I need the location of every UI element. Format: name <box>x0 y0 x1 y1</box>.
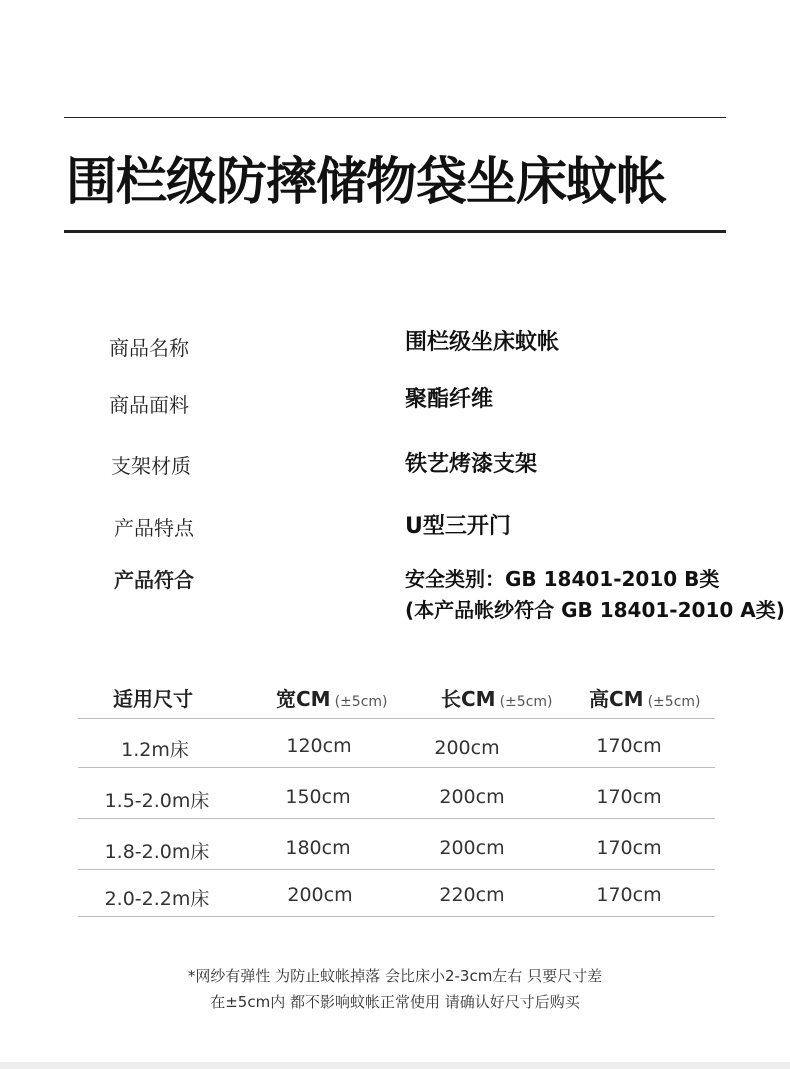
col-header-size: 适用尺寸 <box>113 687 193 711</box>
table-divider <box>78 767 715 768</box>
table-cell: 200cm <box>287 884 353 906</box>
table-cell: 200cm <box>434 737 500 759</box>
table-cell: 1.5-2.0m床 <box>104 790 210 812</box>
spec-value-name: 围栏级坐床蚊帐 <box>405 330 560 355</box>
table-divider <box>78 718 715 719</box>
table-divider <box>78 818 715 819</box>
title-top-rule <box>64 117 726 118</box>
footer-bar <box>0 1062 790 1069</box>
spec-value-standard-note: (本产品帐纱符合 GB 18401-2010 A类) <box>405 598 785 622</box>
spec-value-frame: 铁艺烤漆支架 <box>405 452 538 477</box>
table-cell: 180cm <box>285 837 351 859</box>
title-bottom-rule <box>64 230 726 233</box>
col-header-height: 高CM (±5cm) <box>589 687 701 711</box>
table-cell: 170cm <box>596 837 662 859</box>
table-cell: 200cm <box>439 837 505 859</box>
page-title: 围栏级防摔储物袋坐床蚊帐 <box>66 153 667 212</box>
table-cell: 200cm <box>439 786 505 808</box>
table-cell: 120cm <box>286 735 352 757</box>
spec-value-standard: 安全类别：GB 18401-2010 B类 <box>405 567 720 591</box>
size-note-line-2: 在±5cm内 都不影响蚊帐正常使用 请确认好尺寸后购买 <box>210 993 580 1011</box>
table-cell: 150cm <box>285 786 351 808</box>
spec-label-frame: 支架材质 <box>111 454 191 478</box>
col-header-length: 长CM (±5cm) <box>441 687 553 711</box>
size-note-line-1: *网纱有弹性 为防止蚊帐掉落 会比床小2-3cm左右 只要尺寸差 <box>187 967 603 985</box>
table-cell: 170cm <box>596 786 662 808</box>
table-divider <box>78 916 715 917</box>
table-cell: 170cm <box>596 735 662 757</box>
table-cell: 170cm <box>596 884 662 906</box>
table-divider <box>78 869 715 870</box>
spec-value-feature: U型三开门 <box>405 514 511 539</box>
table-cell: 1.8-2.0m床 <box>104 841 210 863</box>
table-cell: 1.2m床 <box>121 739 189 761</box>
spec-label-feature: 产品特点 <box>114 516 194 540</box>
table-cell: 220cm <box>439 884 505 906</box>
spec-value-fabric: 聚酯纤维 <box>405 387 494 412</box>
spec-label-standard: 产品符合 <box>114 568 194 592</box>
spec-label-fabric: 商品面料 <box>109 393 189 417</box>
col-header-width: 宽CM (±5cm) <box>276 687 388 711</box>
table-cell: 2.0-2.2m床 <box>104 888 210 910</box>
spec-label-name: 商品名称 <box>109 336 189 360</box>
